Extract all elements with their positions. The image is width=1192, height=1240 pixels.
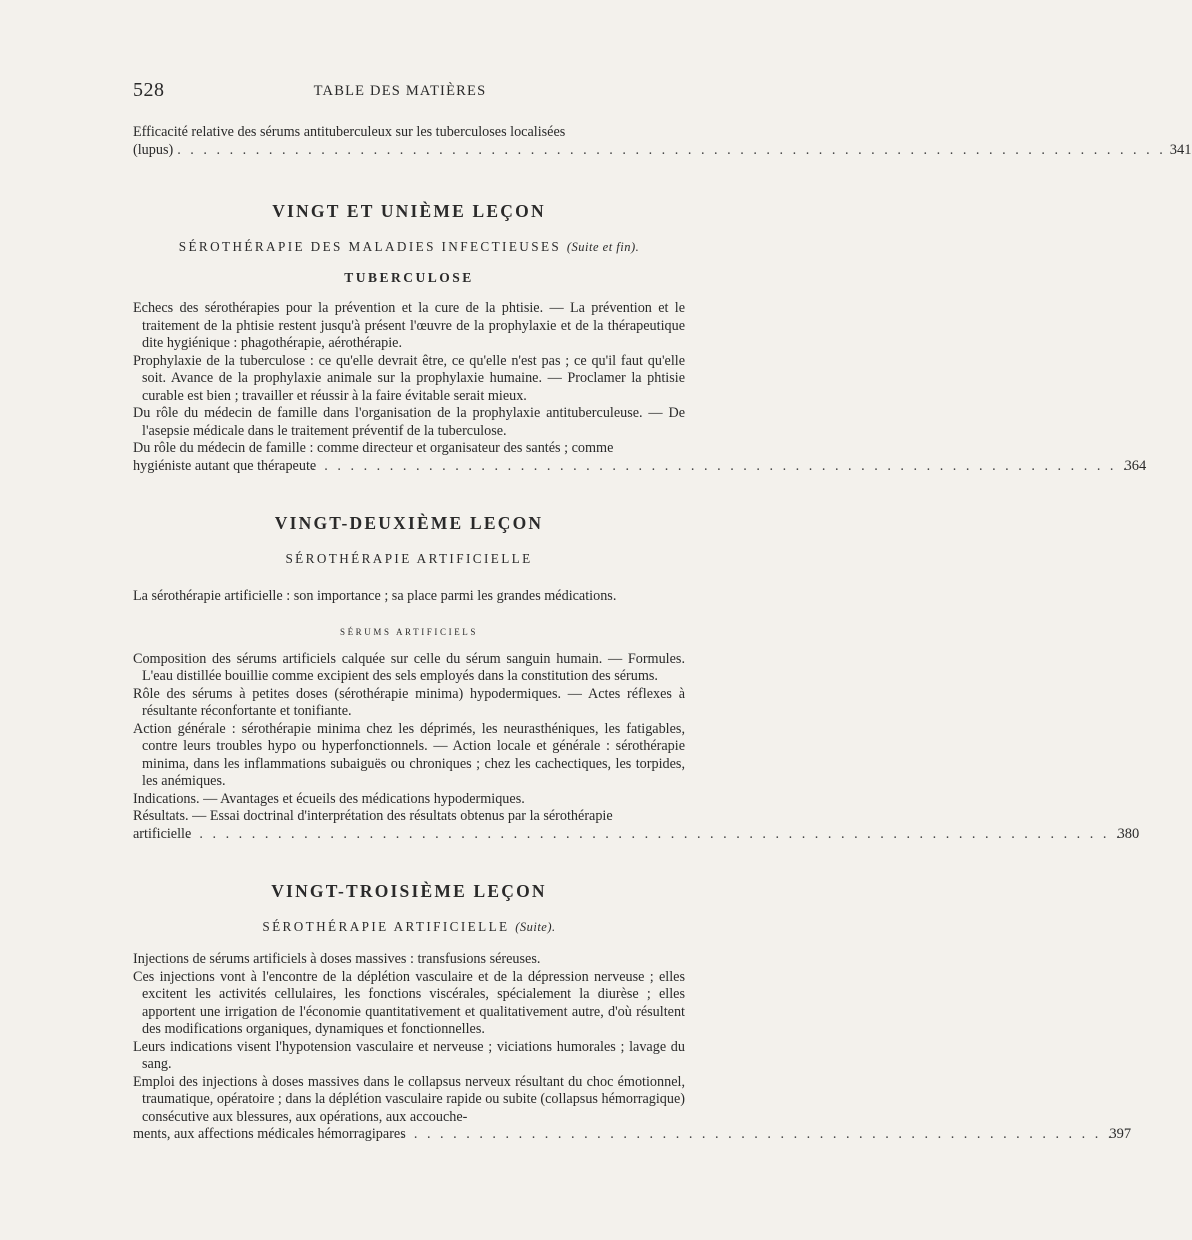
toc-entry bbox=[133, 440, 1147, 475]
toc-entry: Du rôle du médecin de famille dans l'organisation de la prophylaxie antituberculeuse. — De l'asepsie médicale dans le traitement préventif de la tuberculose. bbox=[133, 405, 685, 439]
lesson-subtitle-22: SÉROTHÉRAPIE ARTIFICIELLE bbox=[285, 551, 533, 566]
section-head-tuberculose: TUBERCULOSE bbox=[344, 270, 474, 285]
toc-content bbox=[133, 124, 1192, 1144]
lesson-title-23: VINGT-TROISIÈME LEÇON bbox=[271, 881, 547, 901]
toc-entry: Indications. — Avantages et écueils des médications hypodermiques. bbox=[133, 790, 525, 807]
lesson-subtitle-23 bbox=[133, 919, 685, 935]
toc-entry: Prophylaxie de la tuberculose : ce qu'elle devrait être, ce qu'elle n'est pas ; ce qu'il faut qu'elle soit. Avance de la prophylaxie animale sur la prophylaxie humaine. — Proclamer la phtisie curable est bien ; travailler et réussir à la faire évitable serait mieux. bbox=[133, 352, 685, 404]
toc-entry bbox=[133, 808, 1140, 843]
subtitle-text: SÉROTHÉRAPIE ARTIFICIELLE bbox=[262, 919, 510, 934]
entry-text: Efficacité relative des sérums antituberculeux sur les tuberculoses localisées bbox=[133, 124, 566, 140]
dot-leader: . . . . . . . . . . . . . . . . . . . . . . . . . . . . . . . . . . . . . . . . . . . . . . . . . . . . . . . . . . . . . . . . . . . . . . . . bbox=[186, 825, 1123, 842]
page-ref: 341 bbox=[1169, 141, 1192, 158]
leader-line bbox=[133, 825, 1140, 844]
toc-entry: Composition des sérums artificiels calquée sur celle du sérum sanguin humain. — Formules. L'eau distillée bouillie comme excipient des sels employés dans la constitution des sérums. bbox=[133, 650, 685, 684]
lesson-subtitle-21 bbox=[133, 239, 685, 255]
dot-leader: . . . . . . . . . . . . . . . . . . . . . . . . . . . . . . . . . . . . . . . . . . . . . . . . . . . . . . . . . . . . . . . bbox=[311, 457, 1130, 474]
toc-entry-lupus bbox=[133, 124, 1192, 159]
entry-text-end: artificielle bbox=[133, 825, 192, 842]
lesson-title-22: VINGT-DEUXIÈME LEÇON bbox=[274, 513, 544, 533]
toc-entry: Action générale : sérothérapie minima chez les déprimés, les neurasthéniques, les fatigables, contre leurs troubles hypo ou hyperfonctionnels. — Action locale et générale : sérothérapie minima, dans les inflammations subaiguës ou chroniques ; chez les cachectiques, les torpides, les anémiques. bbox=[133, 720, 685, 789]
section-head-serums-artificiels: SÉRUMS ARTIFICIELS bbox=[339, 626, 479, 637]
toc-entry: Injections de sérums artificiels à doses massives : transfusions séreuses. bbox=[133, 951, 541, 967]
toc-entry: Echecs des sérothérapies pour la prévention et la cure de la phtisie. — La prévention et le traitement de la phtisie restent jusqu'à présent l'œuvre de la prophylaxie et de la thérapeutique dite hygiénique : phagothérapie, aérothérapie. bbox=[133, 300, 685, 351]
entry-text-end: hygiéniste autant que thérapeute bbox=[133, 457, 317, 474]
entry-text: Du rôle du médecin de famille : comme directeur et organisateur des santés ; comme bbox=[133, 440, 614, 456]
toc-entry: La sérothérapie artificielle : son importance ; sa place parmi les grandes médications. bbox=[133, 588, 617, 604]
page-ref: 364 bbox=[1124, 457, 1147, 474]
leader-line bbox=[133, 141, 1192, 160]
lesson-title-21: VINGT ET UNIÈME LEÇON bbox=[272, 201, 546, 221]
toc-entry: Ces injections vont à l'encontre de la déplétion vasculaire et de la dépression nerveuse ; elles excitent les activités cellulaires, les fonctions viscérales, spécialement la diurèse ; elles apportent une irrigation de l'économie quantitativement et qualitativement autre, d'où résultent des modifications organiques, dynamiques et fonctionnelles. bbox=[133, 968, 685, 1037]
toc-entry: Rôle des sérums à petites doses (sérothérapie minima) hypodermiques. — Actes réflexes à résultante réconfortante et tonifiante. bbox=[133, 685, 685, 719]
subtitle-note: (Suite et fin). bbox=[566, 240, 640, 254]
running-head bbox=[0, 79, 800, 103]
entry-text-end: (lupus) bbox=[133, 141, 174, 158]
subtitle-text: SÉROTHÉRAPIE DES MALADIES INFECTIEUSES bbox=[178, 239, 562, 254]
leader-line bbox=[133, 457, 1147, 476]
page-ref: 397 bbox=[1109, 1126, 1132, 1142]
subtitle-note: (Suite). bbox=[515, 920, 556, 934]
running-title: TABLE DES MATIÈRES bbox=[313, 83, 487, 99]
toc-entry bbox=[133, 1073, 1132, 1144]
entry-text-end: ments, aux affections médicales hémorragipares bbox=[133, 1126, 406, 1142]
entry-text: Emploi des injections à doses massives dans le collapsus nerveux résultant du choc émotionnel, traumatique, opératoire ; dans la déplétion vasculaire rapide ou subite (collapsus hémorragique) consécutive aux blessures, aux opérations, aux accouche- bbox=[133, 1073, 685, 1125]
toc-entry: Leurs indications visent l'hypotension vasculaire et nerveuse ; viciations humorales ; lavage du sang. bbox=[133, 1038, 685, 1072]
entry-text: Résultats. — Essai doctrinal d'interprétation des résultats obtenus par la sérothérapie bbox=[133, 808, 613, 824]
page-number: 528 bbox=[133, 79, 165, 101]
dot-leader: . . . . . . . . . . . . . . . . . . . . . . . . . . . . . . . . . . . . . . . . . . . . . . . . . . . . . . . . . . . . . . . . . . . . . . . . . . . . bbox=[177, 141, 1166, 158]
dot-leader: . . . . . . . . . . . . . . . . . . . . . . . . . . . . . . . . . . . . . . . . . . . . . . . . . . . . . . . bbox=[400, 1126, 1115, 1142]
leader-line bbox=[133, 1126, 1132, 1144]
page-ref: 380 bbox=[1117, 825, 1140, 842]
